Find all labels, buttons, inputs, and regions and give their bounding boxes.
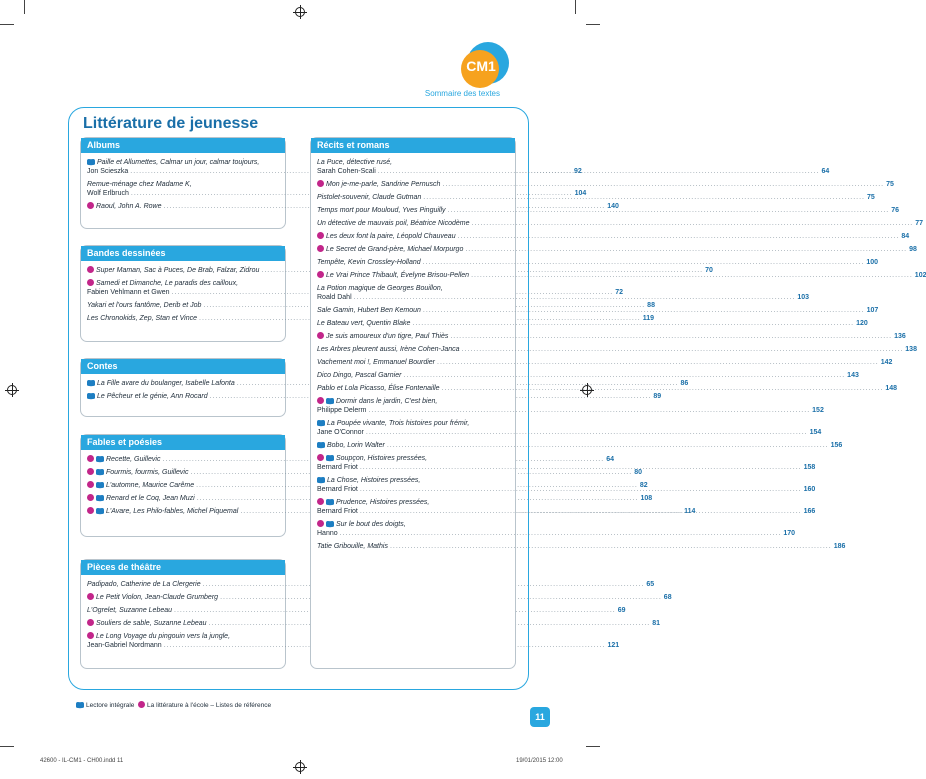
entry-author: Hanno bbox=[317, 530, 338, 537]
dot-leader bbox=[462, 346, 904, 353]
print-slug-date: 19/01/2015 12:00 bbox=[516, 758, 563, 764]
dot-leader bbox=[368, 407, 810, 414]
section-pieces-theatre bbox=[80, 559, 672, 669]
entry-page: 154 bbox=[809, 429, 822, 436]
section-heading: Récits et romans bbox=[311, 138, 515, 153]
entry-page: 138 bbox=[905, 346, 917, 353]
book-icon bbox=[76, 702, 84, 708]
entry-page: 92 bbox=[573, 168, 582, 175]
dot-leader bbox=[360, 464, 802, 471]
entry-title: Soupçon, Histoires pressées, bbox=[336, 455, 428, 462]
book-icon bbox=[96, 508, 104, 514]
entry-page: 88 bbox=[647, 302, 655, 309]
entry-title: La Puce, détective rusé, bbox=[317, 159, 393, 166]
entry-page: 89 bbox=[653, 393, 662, 400]
list-item bbox=[317, 542, 846, 551]
section-heading: Bandes dessinées bbox=[81, 246, 285, 261]
entry-title: Remue-ménage chez Madame K, bbox=[87, 181, 192, 188]
book-icon bbox=[96, 456, 104, 462]
book-icon bbox=[317, 442, 325, 448]
entry-title: Vachement moi !, Emmanuel Bourdier bbox=[317, 359, 436, 366]
entry-page: 136 bbox=[894, 333, 906, 340]
entry-page: 120 bbox=[856, 320, 868, 327]
list-item bbox=[87, 314, 655, 323]
entry-author: Philippe Delerm bbox=[317, 407, 367, 414]
entry-title: Mon je-me-parle, Sandrine Pernusch bbox=[326, 181, 441, 188]
entry-title: Les Arbres pleurent aussi, Irène Cohen-Janca bbox=[317, 346, 460, 353]
list-item bbox=[317, 319, 868, 328]
list-item bbox=[87, 619, 661, 628]
entry-title: Sur le bout des doigts, bbox=[336, 521, 406, 528]
book-icon bbox=[326, 398, 334, 404]
list-item bbox=[87, 301, 655, 310]
dot-icon bbox=[87, 619, 94, 626]
dot-icon bbox=[317, 232, 324, 239]
entry-title: Le Petit Violon, Jean-Claude Grumberg bbox=[96, 594, 219, 601]
section-heading: Albums bbox=[81, 138, 285, 153]
entry-title: Pistolet-souvenir, Claude Gutman bbox=[317, 194, 422, 201]
dot-icon bbox=[87, 494, 94, 501]
legend bbox=[76, 701, 271, 709]
section-heading: Fables et poésies bbox=[81, 435, 285, 450]
dot-leader bbox=[360, 486, 802, 493]
list-item bbox=[87, 468, 642, 477]
dot-leader bbox=[423, 307, 865, 314]
entry-author: Jean-Gabriel Nordmann bbox=[87, 642, 162, 649]
registration-mark-bottom bbox=[293, 760, 307, 774]
entry-title: La Fille avare du boulanger, Isabelle Lafonta bbox=[97, 380, 235, 387]
dot-icon bbox=[87, 632, 94, 639]
entry-title: Tempête, Kevin Crossley-Holland bbox=[317, 259, 421, 266]
entry-title: Pablo et Lola Picasso, Élise Fontenaille bbox=[317, 385, 440, 392]
entry-title: Le Pêcheur et le génie, Ann Rocard bbox=[97, 393, 208, 400]
list-item bbox=[87, 392, 662, 401]
entry-page: 86 bbox=[680, 380, 689, 387]
entry-author: Jon Scieszka bbox=[87, 168, 129, 175]
entry-page: 100 bbox=[866, 259, 879, 266]
registration-mark-top bbox=[293, 5, 307, 19]
entry-page: 156 bbox=[830, 442, 843, 449]
list-item bbox=[317, 271, 926, 280]
entry-author: Bernard Friot bbox=[317, 464, 358, 471]
entry-title: Bobo, Lorin Walter bbox=[327, 442, 385, 449]
dot-icon bbox=[87, 593, 94, 600]
list-item bbox=[317, 180, 894, 189]
list-item bbox=[317, 232, 910, 241]
dot-leader bbox=[366, 429, 808, 436]
list-item bbox=[87, 580, 655, 589]
dot-icon bbox=[317, 454, 324, 461]
section-heading: Contes bbox=[81, 359, 285, 374]
entry-page: 103 bbox=[797, 294, 810, 301]
dot-leader bbox=[465, 246, 907, 253]
dot-icon bbox=[87, 279, 94, 286]
section-heading: Pièces de théâtre bbox=[81, 560, 285, 575]
registration-mark-left bbox=[5, 383, 19, 397]
dot-icon bbox=[87, 202, 94, 209]
dot-icon bbox=[317, 332, 324, 339]
dot-leader bbox=[442, 385, 884, 392]
entry-list bbox=[81, 575, 672, 658]
entry-title: Le Bateau vert, Quentin Blake bbox=[317, 320, 411, 327]
entry-page: 77 bbox=[915, 220, 924, 227]
dot-icon bbox=[87, 266, 94, 273]
list-item bbox=[87, 593, 672, 602]
list-item bbox=[317, 332, 906, 341]
entry-title: Paille et Allumettes, Calmar un jour, calmar toujours, bbox=[97, 159, 260, 166]
entry-author: Fabien Vehlmann et Gwen bbox=[87, 289, 170, 296]
dot-leader bbox=[378, 168, 820, 175]
entry-title: Sale Gamin, Hubert Ben Kemoun bbox=[317, 307, 421, 314]
entry-page: 166 bbox=[803, 508, 816, 515]
list-item bbox=[317, 345, 917, 354]
dot-icon bbox=[87, 507, 94, 514]
crop-mark bbox=[0, 24, 14, 25]
dot-leader bbox=[423, 194, 865, 201]
crop-mark bbox=[0, 746, 14, 747]
entry-title: Le Vrai Prince Thibault, Évelyne Brisou-Pellen bbox=[326, 272, 470, 279]
entry-author: Sarah Cohen-Scali bbox=[317, 168, 376, 175]
crop-mark bbox=[575, 0, 576, 14]
book-icon bbox=[96, 482, 104, 488]
entry-title: L'automne, Maurice Carême bbox=[106, 482, 195, 489]
entry-title: Raoul, John A. Rowe bbox=[96, 203, 162, 210]
dot-leader bbox=[458, 233, 900, 240]
dot-leader bbox=[354, 294, 796, 301]
entry-page: 142 bbox=[880, 359, 893, 366]
entry-title: La Potion magique de Georges Bouillon, bbox=[317, 285, 443, 292]
entry-title: Temps mort pour Mouloud, Yves Pinguilly bbox=[317, 207, 446, 214]
dot-icon bbox=[87, 468, 94, 475]
crop-mark bbox=[586, 746, 600, 747]
dot-leader bbox=[403, 372, 845, 379]
legend-lecture: Lectore intégrale bbox=[86, 702, 135, 709]
entry-title: Un détective de mauvais poil, Béatrice Nicodème bbox=[317, 220, 470, 227]
entry-author: Wolf Erlbruch bbox=[87, 190, 129, 197]
book-icon bbox=[326, 499, 334, 505]
entry-author: Bernard Friot bbox=[317, 486, 358, 493]
crop-mark bbox=[24, 0, 25, 14]
entry-title: Souliers de sable, Suzanne Lebeau bbox=[96, 620, 207, 627]
dot-leader bbox=[471, 272, 913, 279]
entry-author: Bernard Friot bbox=[317, 508, 358, 515]
dot-icon bbox=[87, 455, 94, 462]
entry-page: 76 bbox=[891, 207, 900, 214]
entry-author: Jane O'Connor bbox=[317, 429, 364, 436]
list-item bbox=[317, 384, 897, 393]
list-item bbox=[317, 358, 893, 367]
list-item bbox=[317, 219, 924, 228]
entry-page: 152 bbox=[812, 407, 824, 414]
entry-title: Fourmis, fourmis, Guillevic bbox=[106, 469, 189, 476]
entry-page: 143 bbox=[847, 372, 859, 379]
list-item bbox=[87, 379, 689, 388]
book-icon bbox=[87, 393, 95, 399]
entry-title: Super Maman, Sac à Puces, De Brab, Falzar, Zidrou bbox=[96, 267, 260, 274]
entry-title: L'Ogrelet, Suzanne Lebeau bbox=[87, 607, 173, 614]
dot-leader bbox=[340, 530, 782, 537]
entry-title: Dormir dans le jardin, C'est bien, bbox=[336, 398, 438, 405]
dot-leader bbox=[437, 359, 879, 366]
entry-page: 98 bbox=[909, 246, 917, 253]
entry-title: Les Chronokids, Zep, Stan et Vince bbox=[87, 315, 197, 322]
dot-leader bbox=[448, 207, 890, 214]
entry-page: 104 bbox=[574, 190, 587, 197]
entry-page: 64 bbox=[821, 168, 830, 175]
dot-icon bbox=[317, 498, 324, 505]
entry-page: 114 bbox=[684, 508, 696, 515]
legend-litterature: La littérature à l'école – Listes de référence bbox=[147, 702, 272, 709]
book-icon bbox=[87, 380, 95, 386]
dot-icon bbox=[317, 245, 324, 252]
dot-leader bbox=[442, 181, 884, 188]
book-icon bbox=[317, 420, 325, 426]
entry-page: 75 bbox=[867, 194, 875, 201]
list-item bbox=[87, 266, 713, 275]
entry-page: 82 bbox=[639, 482, 648, 489]
entry-title: Tatie Gribouille, Mathis bbox=[317, 543, 388, 550]
dot-icon bbox=[317, 271, 324, 278]
entry-page: 186 bbox=[833, 543, 846, 550]
page-subtitle: Sommaire des textes bbox=[424, 89, 500, 98]
book-icon bbox=[87, 159, 95, 165]
dot-leader bbox=[412, 320, 854, 327]
entry-page: 107 bbox=[866, 307, 879, 314]
entry-title: Le Long Voyage du pingouin vers la jungle, bbox=[96, 633, 231, 640]
book-icon bbox=[326, 455, 334, 461]
dot-icon bbox=[138, 701, 145, 708]
dot-leader bbox=[390, 543, 832, 550]
entry-page: 108 bbox=[640, 495, 653, 502]
dot-leader bbox=[360, 508, 802, 515]
list-item bbox=[317, 371, 859, 380]
entry-title: Recette, Guillevic bbox=[106, 456, 161, 463]
dot-leader bbox=[472, 220, 914, 227]
dot-leader bbox=[387, 442, 829, 449]
entry-title: Le Secret de Grand-père, Michael Morpurgo bbox=[326, 246, 464, 253]
entry-author: Roald Dahl bbox=[317, 294, 352, 301]
entry-page: 81 bbox=[652, 620, 661, 627]
entry-page: 140 bbox=[607, 203, 619, 210]
book-icon bbox=[326, 521, 334, 527]
list-item bbox=[317, 441, 843, 450]
entry-title: Les deux font la paire, Léopold Chauveau bbox=[326, 233, 456, 240]
entry-page: 65 bbox=[646, 581, 655, 588]
dot-leader bbox=[450, 333, 892, 340]
print-slug-file: 42600 - IL-CM1 - CH00.indd 11 bbox=[40, 758, 124, 764]
entry-page: 84 bbox=[901, 233, 910, 240]
crop-mark bbox=[586, 24, 600, 25]
entry-page: 119 bbox=[642, 315, 655, 322]
dot-leader bbox=[423, 259, 865, 266]
dot-icon bbox=[317, 520, 324, 527]
dot-icon bbox=[317, 397, 324, 404]
list-item bbox=[317, 306, 879, 315]
dot-icon bbox=[317, 180, 324, 187]
entry-title: La Poupée vivante, Trois histoires pour frémir, bbox=[327, 420, 470, 427]
list-item bbox=[317, 258, 879, 267]
entry-title: Padipado, Catherine de La Clergerie bbox=[87, 581, 201, 588]
entry-page: 102 bbox=[914, 272, 926, 279]
entry-title: Prudence, Histoires pressées, bbox=[336, 499, 430, 506]
entry-page: 69 bbox=[617, 607, 626, 614]
list-item bbox=[317, 520, 796, 538]
entry-page: 121 bbox=[607, 642, 620, 649]
book-icon bbox=[96, 495, 104, 501]
list-item bbox=[87, 632, 620, 650]
entry-title: Samedi et Dimanche, Le paradis des cailloux, bbox=[96, 280, 239, 287]
page-title: Littérature de jeunesse bbox=[83, 115, 259, 132]
entry-page: 68 bbox=[663, 594, 672, 601]
entry-title: La Chose, Histoires pressées, bbox=[327, 477, 421, 484]
entry-page: 75 bbox=[886, 181, 894, 188]
page-number: 11 bbox=[530, 707, 550, 727]
entry-page: 64 bbox=[606, 456, 614, 463]
entry-page: 160 bbox=[803, 486, 816, 493]
dot-icon bbox=[87, 481, 94, 488]
entry-page: 72 bbox=[615, 289, 624, 296]
entry-title: Je suis amoureux d'un tigre, Paul Thiès bbox=[326, 333, 449, 340]
entry-page: 80 bbox=[634, 469, 642, 476]
list-item bbox=[87, 606, 626, 615]
entry-title: Renard et le Coq, Jean Muzi bbox=[106, 495, 195, 502]
entry-title: Yakari et l'ours fantôme, Derib et Job bbox=[87, 302, 202, 309]
entry-page: 70 bbox=[705, 267, 713, 274]
entry-title: Dico Dingo, Pascal Garnier bbox=[317, 372, 402, 379]
list-item bbox=[317, 245, 917, 254]
list-item bbox=[317, 419, 822, 437]
cm1-badge-label: CM1 bbox=[466, 58, 496, 74]
book-icon bbox=[96, 469, 104, 475]
entry-page: 148 bbox=[885, 385, 897, 392]
entry-title: L'Avare, Les Philo-fables, Michel Piquemal bbox=[106, 508, 239, 515]
entry-page: 158 bbox=[803, 464, 816, 471]
list-item bbox=[317, 397, 824, 415]
entry-page: 170 bbox=[783, 530, 796, 537]
book-icon bbox=[317, 477, 325, 483]
